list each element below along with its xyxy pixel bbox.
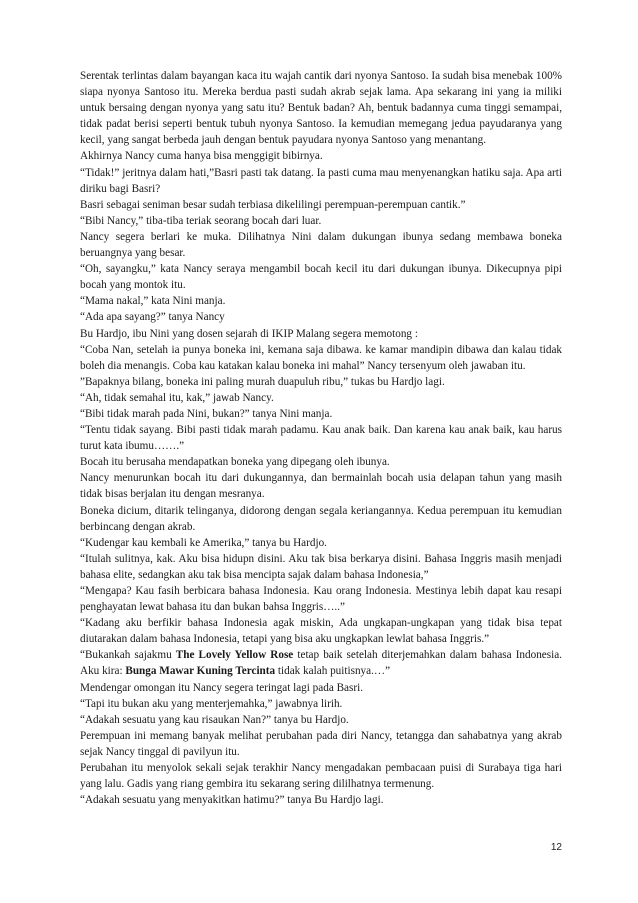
paragraph: “Mengapa? Kau fasih berbicara bahasa Indonesia. Kau orang Indonesia. Mestinya lebih dapat kau resapi penghayatan lewat bahasa itu dan bukan bahsa Inggris…..” <box>80 585 562 614</box>
paragraph: “Bibi Nancy,” tiba-tiba teriak seorang bocah dari luar. <box>80 214 322 227</box>
paragraph: “Mama nakal,” kata Nini manja. <box>80 295 226 308</box>
paragraph: “Adakah sesuatu yang menyakitkan hatimu?” tanya Bu Hardjo lagi. <box>80 794 384 807</box>
paragraph-with-titles <box>80 647 562 679</box>
body-text <box>80 68 562 808</box>
paragraph: Bocah itu berusaha mendapatkan boneka yang dipegang oleh ibunya. <box>80 456 390 469</box>
paragraph: “Itulah sulitnya, kak. Aku bisa hidupn disini. Aku tak bisa berkarya disini. Bahasa Inggris masih menjadi bahasa elite, sedangkan aku tak bisa mencipta sajak dalam bahasa Indonesia,” <box>80 552 562 581</box>
paragraph: “Adakah sesuatu yang kau risaukan Nan?” tanya bu Hardjo. <box>80 713 349 726</box>
paragraph: “Tapi itu bukan aku yang menterjemahka,” jawabnya lirih. <box>80 697 343 710</box>
paragraph: “Kudengar kau kembali ke Amerika,” tanya bu Hardjo. <box>80 536 327 549</box>
paragraph: “Tentu tidak sayang. Bibi pasti tidak marah padamu. Kau anak baik. Dan karena kau anak baik, kau harus turut kata ibumu…….” <box>80 424 562 453</box>
poem-title-indonesian: Bunga Mawar Kuning Tercinta <box>125 665 276 678</box>
paragraph: Serentak terlintas dalam bayangan kaca itu wajah cantik dari nyonya Santoso. Ia sudah bisa menebak 100% siapa nyonya Santoso itu. Mereka berdua pasti sudah akrab sejak lama. Apa sekarang ini yang ia miliki untuk bersaing dengan nyonya yang satu itu? Bentuk badan? Ah, bentuk badannya cuma tinggi semampai, tidak padat berisi seperti bentuk tubuh nyonya Santoso. Ia kemudian memegang jedua payudaranya yang kecil, yang sangat berbeda jauh dengan bentuk payudara nyonya Santoso yang menantang. <box>80 70 562 147</box>
paragraph: Akhirnya Nancy cuma hanya bisa menggigit bibirnya. <box>80 150 323 163</box>
paragraph: Perubahan itu menyolok sekali sejak terakhir Nancy mengadakan pembacaan puisi di Surabaya tiga hari yang lalu. Gadis yang riang gembira itu sekarang sering dililhatnya termenung. <box>80 762 562 791</box>
poem-title-english: The Lovely Yellow Rose <box>175 649 294 662</box>
text-run: tidak kalah puitisnya.…” <box>275 665 391 678</box>
text-run: tetap baik setelah diterjemahkan dalam bahasa Indonesia. Aku kira: <box>80 649 562 678</box>
paragraph: Basri sebagai seniman besar sudah terbiasa dikelilingi perempuan-perempuan cantik.” <box>80 198 466 211</box>
paragraph: Nancy segera berlari ke muka. Dilihatnya Nini dalam dukungan ibunya sedang membawa boneka beruangnya yang besar. <box>80 230 562 260</box>
page-number: 12 <box>550 842 562 853</box>
paragraph: Perempuan ini memang banyak melihat perubahan pada diri Nancy, tetangga dan sahabatnya yang akrab sejak Nancy tinggal di pavilyun itu. <box>80 729 562 758</box>
paragraph: “Ada apa sayang?” tanya Nancy <box>80 311 225 324</box>
paragraph: “Tidak!” jeritnya dalam hati,”Basri pasti tak datang. Ia pasti cuma mau menyenangkan hatiku saja. Apa arti diriku bagi Basri? <box>80 166 562 195</box>
paragraph: “Kadang aku berfikir bahasa Indonesia agak miskin, Ada ungkapan-ungkapan yang tidak bisa tepat diutarakan dalam bahasa Indonesia, tetapi yang bisa aku ungkapkan lewlat bahasa Inggris.” <box>80 617 562 646</box>
paragraph: Bu Hardjo, ibu Nini yang dosen sejarah di IKIP Malang segera memotong : <box>80 327 418 340</box>
paragraph: ”Bapaknya bilang, boneka ini paling murah duapuluh ribu,” tukas bu Hardjo lagi. <box>80 375 445 388</box>
paragraph: Nancy menurunkan bocah itu dari dukungannya, dan bermainlah bocah usia delapan tahun yang masih tidak bisas berjalan itu dengan mesranya. <box>80 472 562 501</box>
paragraph: Mendengar omongan itu Nancy segera teringat lagi pada Basri. <box>80 681 364 694</box>
paragraph: “Coba Nan, setelah ia punya boneka ini, kemana saja dibawa. ke kamar mandipin dibawa dan kalau tidak boleh dia menangis. Coba kau katakan kalau boneka ini mahal” Nancy tersenyum oleh jawaban itu. <box>80 343 562 372</box>
paragraph: “Bibi tidak marah pada Nini, bukan?” tanya Nini manja. <box>80 407 333 420</box>
text-run: “Bukankah sajakmu <box>80 649 176 662</box>
paragraph: “Ah, tidak semahal itu, kak,” jawab Nancy. <box>80 391 274 404</box>
paragraph: “Oh, sayangku,” kata Nancy seraya mengambil bocah kecil itu dari dukungan ibunya. Dikecupnya pipi bocah yang montok itu. <box>80 263 562 292</box>
paragraph: Boneka dicium, ditarik telinganya, didorong dengan segala keriangannya. Kedua perempuan itu kemudian berbincang dengan akrab. <box>80 504 562 533</box>
